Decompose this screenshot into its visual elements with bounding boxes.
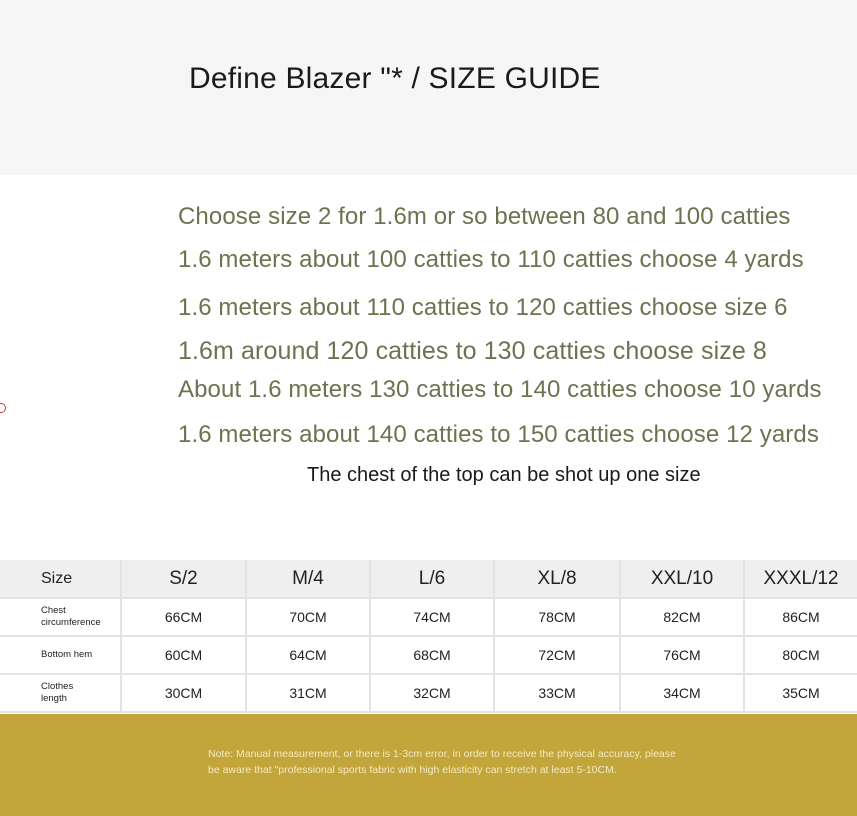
table-cell: 68CM: [370, 636, 494, 674]
header-cell: XL/8: [494, 560, 620, 598]
table-cell: 32CM: [370, 674, 494, 712]
chest-note: The chest of the top can be shot up one size: [307, 464, 701, 486]
table-cell: 34CM: [620, 674, 744, 712]
header-cell: Size: [0, 560, 121, 598]
table-cell: 74CM: [370, 598, 494, 636]
table-cell: 30CM: [121, 674, 246, 712]
page-title: Define Blazer "* / SIZE GUIDE: [189, 62, 601, 95]
row-label-line: length: [41, 693, 67, 704]
table-cell: 82CM: [620, 598, 744, 636]
table-cell: 35CM: [744, 674, 857, 712]
table-cell: 66CM: [121, 598, 246, 636]
table-cell: 60CM: [121, 636, 246, 674]
table-cell: 80CM: [744, 636, 857, 674]
table-cell: 70CM: [246, 598, 370, 636]
row-label: [0, 636, 121, 674]
footer-band: [0, 714, 857, 816]
row-label-line: circumference: [41, 617, 101, 628]
guide-line: 1.6 meters about 110 catties to 120 catties choose size 6: [178, 294, 788, 321]
row-label-line: Clothes: [41, 681, 74, 692]
row-label-line: Chest: [41, 605, 66, 616]
guide-line: 1.6 meters about 100 catties to 110 catties choose 4 yards: [178, 246, 804, 273]
table-cell: 76CM: [620, 636, 744, 674]
row-label-line: Bottom hem: [41, 649, 93, 660]
table-row: [0, 598, 857, 636]
guide-line: 1.6 meters about 140 catties to 150 catties choose 12 yards: [178, 421, 819, 448]
table-cell: 64CM: [246, 636, 370, 674]
header-cell: XXXL/12: [744, 560, 857, 598]
header-cell: M/4: [246, 560, 370, 598]
size-chart-table: [0, 560, 857, 713]
guide-line: 1.6m around 120 catties to 130 catties choose size 8: [178, 337, 767, 365]
table-cell: 86CM: [744, 598, 857, 636]
table-cell: 33CM: [494, 674, 620, 712]
table-cell: 78CM: [494, 598, 620, 636]
row-label: [0, 598, 121, 636]
table-header-row: [0, 560, 857, 598]
table-cell: 72CM: [494, 636, 620, 674]
row-label: [0, 674, 121, 712]
header-cell: S/2: [121, 560, 246, 598]
guide-line: Choose size 2 for 1.6m or so between 80 and 100 catties: [178, 203, 791, 230]
guide-line: About 1.6 meters 130 catties to 140 catties choose 10 yards: [178, 376, 822, 403]
table-cell: 31CM: [246, 674, 370, 712]
table-row: [0, 674, 857, 712]
header-cell: L/6: [370, 560, 494, 598]
header-cell: XXL/10: [620, 560, 744, 598]
measurement-note: Note: Manual measurement, or there is 1-3cm error, in order to receive the physical accuracy, please be aware that "professional sports fabric with high elasticity can stretch at least 5-10CM.: [208, 748, 676, 776]
table-row: [0, 636, 857, 674]
